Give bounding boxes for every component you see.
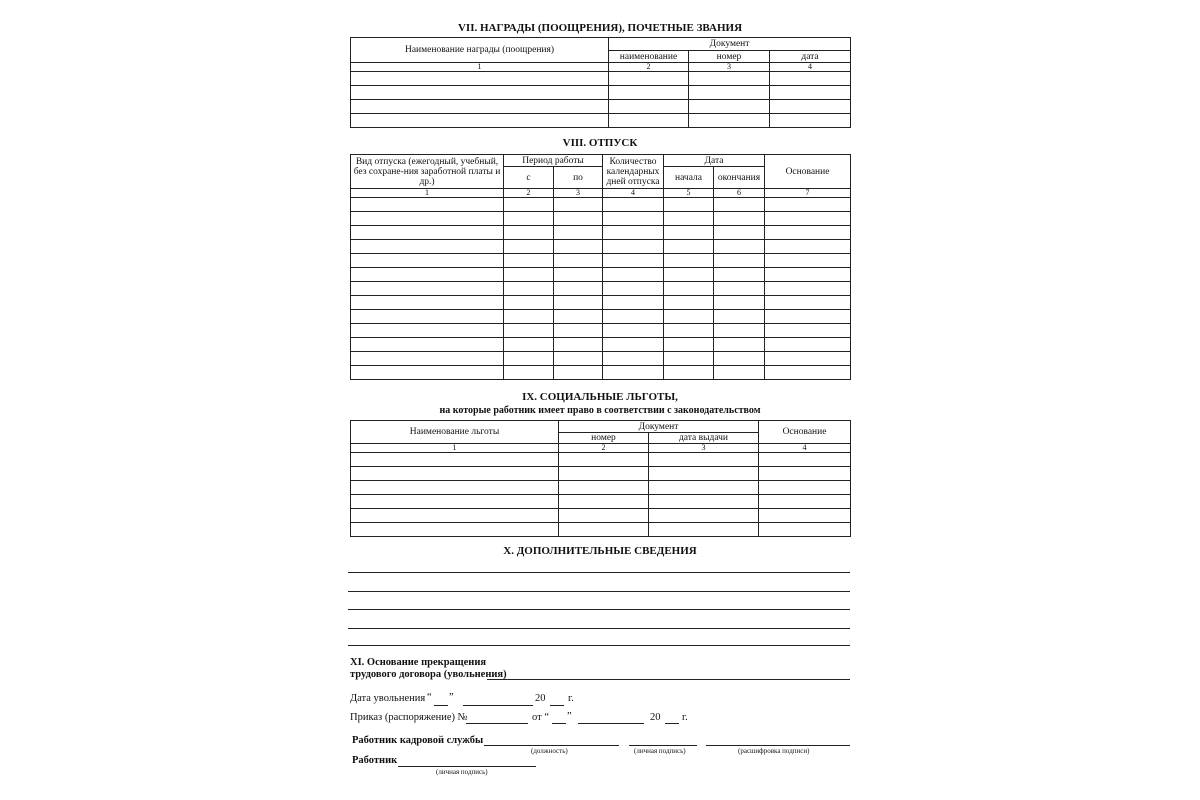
order-label: Приказ (распоряжение) № (350, 712, 468, 723)
table-row (351, 310, 851, 324)
section-8-title: VIII. ОТПУСК (562, 137, 638, 149)
dismissal-month-field[interactable] (463, 705, 533, 706)
vacation-num-6: 6 (714, 189, 765, 198)
section-10-title: X. ДОПОЛНИТЕЛЬНЫЕ СВЕДЕНИЯ (503, 545, 697, 557)
employee-signature-caption: (личная подпись) (436, 768, 488, 776)
additional-info-line-5[interactable] (348, 645, 850, 646)
table-row (351, 523, 851, 537)
additional-info-line-2[interactable] (348, 591, 850, 592)
vacation-col-days: Количество календарных дней отпуска (603, 155, 664, 189)
table-row (351, 72, 851, 86)
dismissal-quote-open: “ (427, 692, 432, 703)
order-day-field[interactable] (552, 723, 566, 724)
table-row (351, 366, 851, 380)
awards-num-1: 1 (351, 63, 609, 72)
section-9-subtitle: на которые работник имеет право в соответствии с законодательством (439, 405, 761, 416)
vacation-num-2: 2 (504, 189, 554, 198)
vacation-col-type: Вид отпуска (ежегодный, учебный, без сохране-ния заработной платы и др.) (351, 155, 504, 189)
benefits-num-4: 4 (759, 444, 851, 453)
hr-signature-decode-field[interactable] (706, 745, 850, 746)
vacation-num-1: 1 (351, 189, 504, 198)
dismissal-year-suffix: г. (568, 693, 574, 704)
employee-label: Работник (352, 755, 398, 766)
table-row (351, 86, 851, 100)
table-row (351, 296, 851, 310)
order-number-field[interactable] (466, 723, 528, 724)
table-row (351, 282, 851, 296)
vacation-col-period: Период работы (504, 155, 603, 167)
benefits-table (350, 420, 851, 537)
benefits-num-3: 3 (649, 444, 759, 453)
table-row (351, 509, 851, 523)
benefits-col-issue-date: дата выдачи (649, 433, 759, 444)
vacation-col-to: по (554, 167, 603, 189)
vacation-col-end: окончания (714, 167, 765, 189)
vacation-col-start: начала (664, 167, 714, 189)
awards-col-name: Наименование награды (поощрения) (351, 38, 609, 63)
awards-table (350, 37, 851, 128)
dismissal-day-field[interactable] (434, 705, 448, 706)
vacation-table (350, 154, 851, 380)
benefits-col-number: номер (559, 433, 649, 444)
table-row (351, 114, 851, 128)
benefits-col-name: Наименование льготы (351, 421, 559, 444)
table-row (351, 212, 851, 226)
awards-num-4: 4 (770, 63, 851, 72)
table-row (351, 198, 851, 212)
vacation-num-5: 5 (664, 189, 714, 198)
benefits-col-document: Документ (559, 421, 759, 433)
hr-worker-label: Работник кадровой службы (352, 735, 484, 746)
vacation-num-4: 4 (603, 189, 664, 198)
hr-position-field[interactable] (484, 745, 619, 746)
table-row (351, 254, 851, 268)
table-row (351, 268, 851, 282)
table-row (351, 453, 851, 467)
vacation-num-7: 7 (765, 189, 851, 198)
table-row (351, 481, 851, 495)
hr-position-caption: (должность) (531, 747, 568, 755)
order-month-field[interactable] (578, 723, 644, 724)
order-year-field[interactable] (665, 723, 679, 724)
vacation-col-basis: Основание (765, 155, 851, 189)
dismissal-year-field[interactable] (550, 705, 564, 706)
awards-col-doc-date: дата (770, 51, 851, 63)
additional-info-line-1[interactable] (348, 572, 850, 573)
additional-info-line-3[interactable] (348, 609, 850, 610)
awards-col-doc-name: наименование (609, 51, 689, 63)
table-row (351, 467, 851, 481)
awards-num-2: 2 (609, 63, 689, 72)
table-row (351, 338, 851, 352)
table-row (351, 240, 851, 254)
order-quote-close: ” (567, 711, 572, 722)
benefits-num-1: 1 (351, 444, 559, 453)
table-row (351, 352, 851, 366)
vacation-num-3: 3 (554, 189, 603, 198)
hr-signature-field[interactable] (629, 745, 697, 746)
order-year-suffix: г. (682, 712, 688, 723)
benefits-col-basis: Основание (759, 421, 851, 444)
awards-num-3: 3 (689, 63, 770, 72)
awards-col-document: Документ (609, 38, 851, 51)
table-row (351, 226, 851, 240)
employee-signature-field[interactable] (398, 766, 536, 767)
termination-basis-field[interactable] (487, 679, 850, 680)
section-9-title: IX. СОЦИАЛЬНЫЕ ЛЬГОТЫ, (522, 391, 678, 403)
section-7-title: VII. НАГРАДЫ (ПООЩРЕНИЯ), ПОЧЕТНЫЕ ЗВАНИЯ (457, 22, 743, 34)
dismissal-quote-close: ” (449, 692, 454, 703)
dismissal-year-prefix: 20 (535, 693, 546, 704)
additional-info-line-4[interactable] (348, 628, 850, 629)
benefits-num-2: 2 (559, 444, 649, 453)
table-row (351, 324, 851, 338)
awards-col-doc-number: номер (689, 51, 770, 63)
section-11-title-line-2: трудового договора (увольнения) (350, 669, 507, 680)
hr-signature-caption: (личная подпись) (634, 747, 686, 755)
hr-decode-caption: (расшифровка подписи) (738, 747, 810, 755)
table-row (351, 100, 851, 114)
dismissal-date-label: Дата увольнения (350, 693, 426, 704)
table-row (351, 495, 851, 509)
vacation-col-from: с (504, 167, 554, 189)
order-year-prefix: 20 (650, 712, 661, 723)
order-from-label: от “ (532, 712, 549, 723)
vacation-col-date: Дата (664, 155, 765, 167)
section-11-title-line-1: XI. Основание прекращения (350, 657, 487, 668)
